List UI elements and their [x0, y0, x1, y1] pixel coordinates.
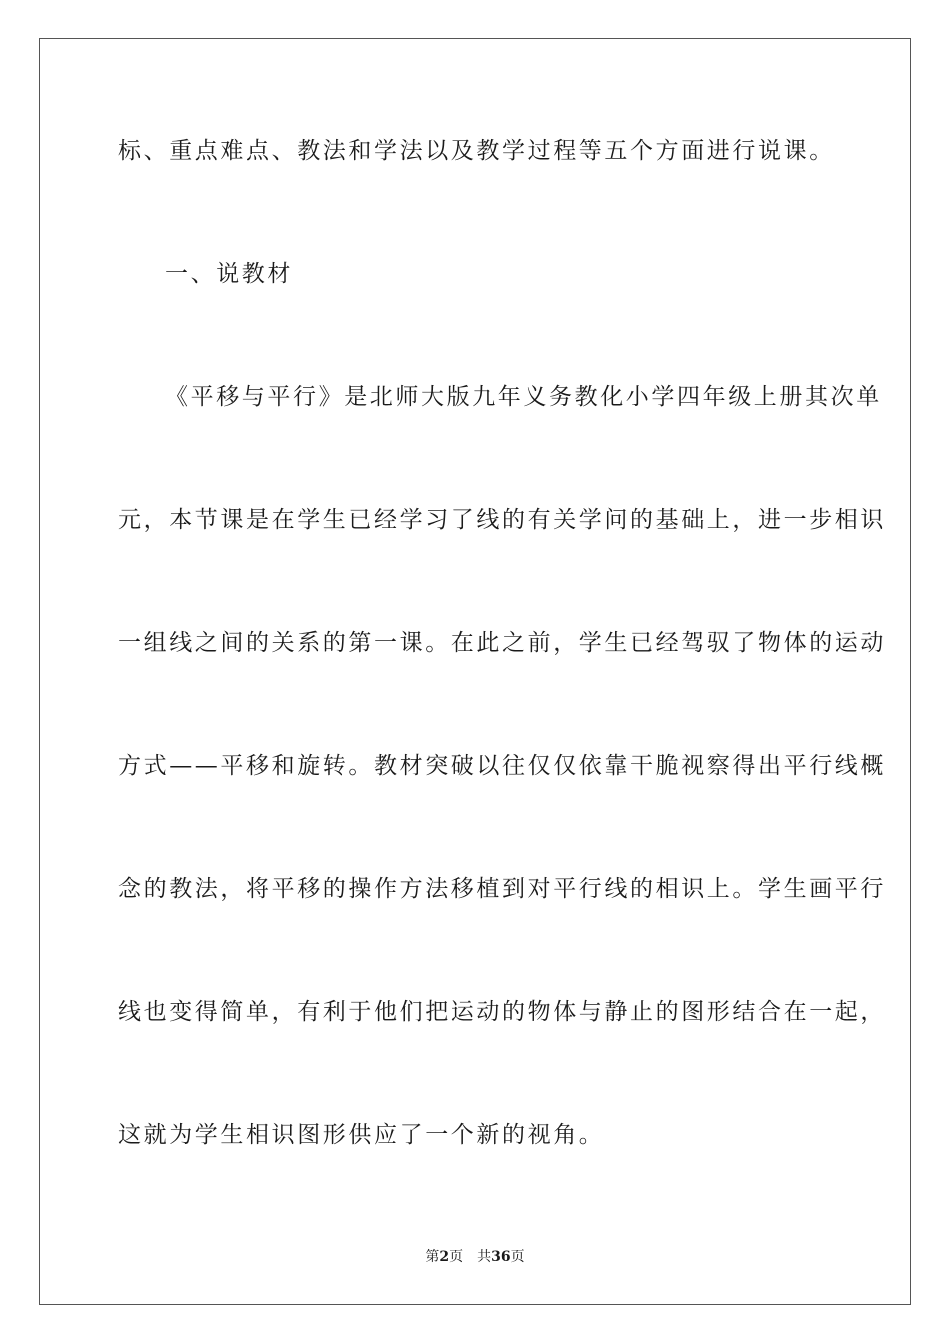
paragraph-line-7: 线也变得简单，有利于他们把运动的物体与静止的图形结合在一起，	[118, 999, 886, 1025]
footer-page-number: 2	[439, 1249, 450, 1265]
footer-page-prefix: 第	[425, 1249, 440, 1265]
footer-total-suffix: 页	[510, 1249, 525, 1265]
paragraph-line-8: 这就为学生相识图形供应了一个新的视角。	[118, 1122, 605, 1148]
paragraph-line-3: 元，本节课是在学生已经学习了线的有关学问的基础上，进一步相识	[118, 507, 886, 533]
page-footer	[0, 1247, 950, 1267]
paragraph-line-5: 方式——平移和旋转。教材突破以往仅仅依靠干脆视察得出平行线概	[118, 753, 886, 779]
paragraph-line-6: 念的教法，将平移的操作方法移植到对平行线的相识上。学生画平行	[118, 876, 886, 902]
paragraph-line-2: 《平移与平行》是北师大版九年义务教化小学四年级上册其次单	[165, 384, 882, 410]
footer-total-prefix: 共	[477, 1249, 492, 1265]
page-frame	[39, 38, 911, 1305]
section-heading: 一、说教材	[165, 261, 293, 287]
paragraph-line-1: 标、重点难点、教法和学法以及教学过程等五个方面进行说课。	[118, 138, 835, 164]
paragraph-line-4: 一组线之间的关系的第一课。在此之前，学生已经驾驭了物体的运动	[118, 630, 886, 656]
footer-total-number: 36	[491, 1249, 511, 1265]
footer-page-suffix: 页	[449, 1249, 464, 1265]
